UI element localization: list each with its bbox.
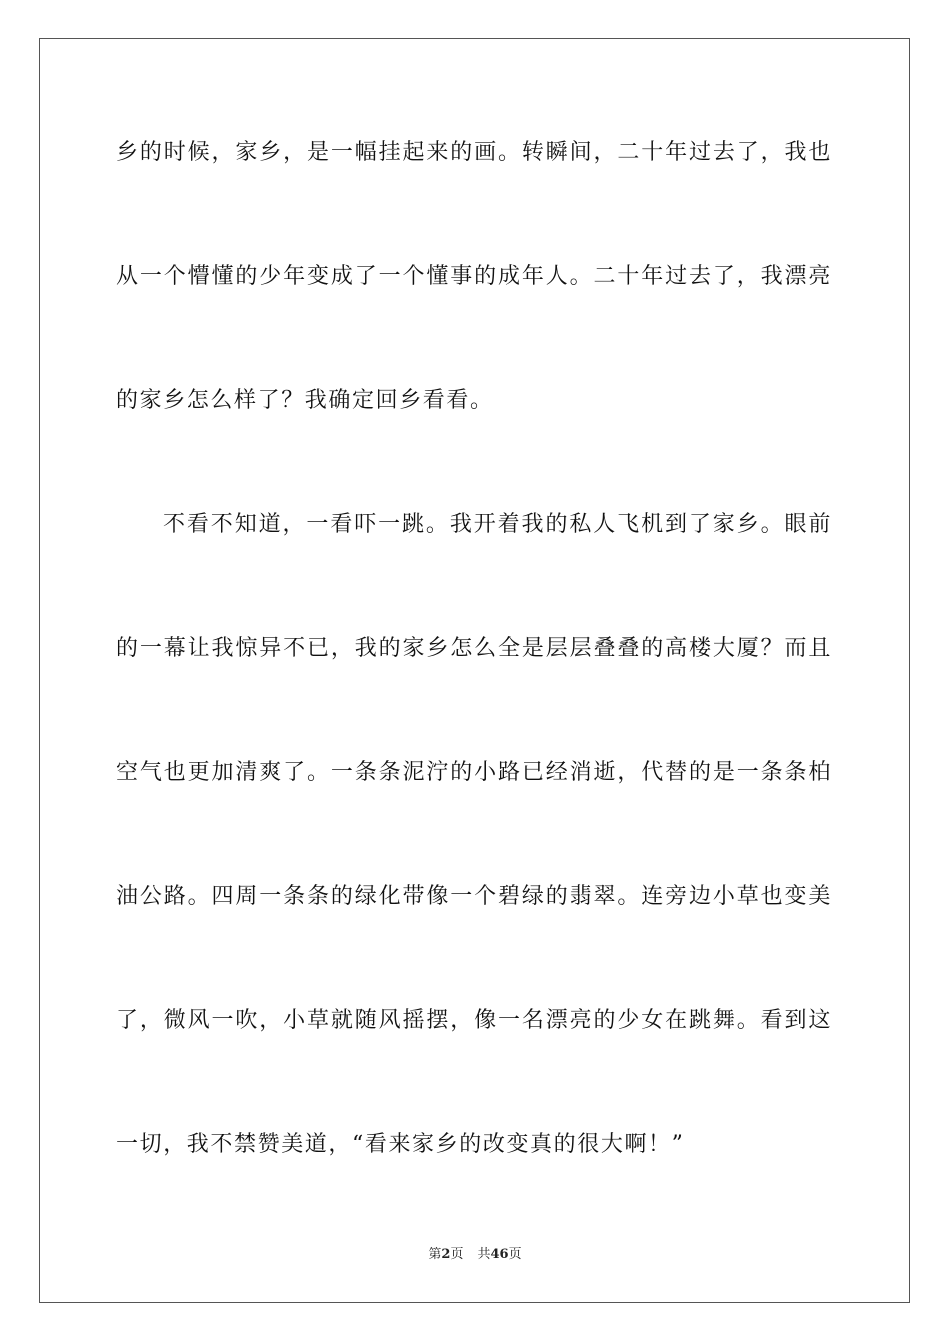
page-footer bbox=[0, 1246, 950, 1264]
text-line-7: 油公路。四周一条条的绿化带像一个碧绿的翡翠。连旁边小草也变美 bbox=[116, 884, 832, 909]
text-line-1: 乡的时候，家乡，是一幅挂起来的画。转瞬间，二十年过去了，我也 bbox=[116, 140, 832, 165]
page-number: 2 bbox=[441, 1247, 451, 1262]
total-pages: 46 bbox=[490, 1247, 509, 1262]
paragraph-2-first-line: 不看不知道，一看吓一跳。我开着我的私人飞机到了家乡。眼前 bbox=[163, 512, 832, 537]
text-line-8: 了，微风一吹，小草就随风摇摆，像一名漂亮的少女在跳舞。看到这 bbox=[116, 1008, 832, 1033]
text-line-2: 从一个懵懂的少年变成了一个懂事的成年人。二十年过去了，我漂亮 bbox=[116, 264, 832, 289]
text-line-9: 一切，我不禁赞美道，“看来家乡的改变真的很大啊！” bbox=[116, 1132, 685, 1157]
text-line-6: 空气也更加清爽了。一条条泥泞的小路已经消逝，代替的是一条条柏 bbox=[116, 760, 832, 785]
page-prefix: 第 bbox=[428, 1247, 442, 1262]
total-suffix: 页 bbox=[508, 1247, 522, 1262]
text-line-5: 的一幕让我惊异不已，我的家乡怎么全是层层叠叠的高楼大厦？而且 bbox=[116, 636, 832, 661]
page-suffix: 页 bbox=[450, 1247, 464, 1262]
text-line-3: 的家乡怎么样了？我确定回乡看看。 bbox=[116, 388, 494, 413]
total-prefix: 共 bbox=[477, 1247, 491, 1262]
page-border bbox=[39, 38, 910, 1303]
